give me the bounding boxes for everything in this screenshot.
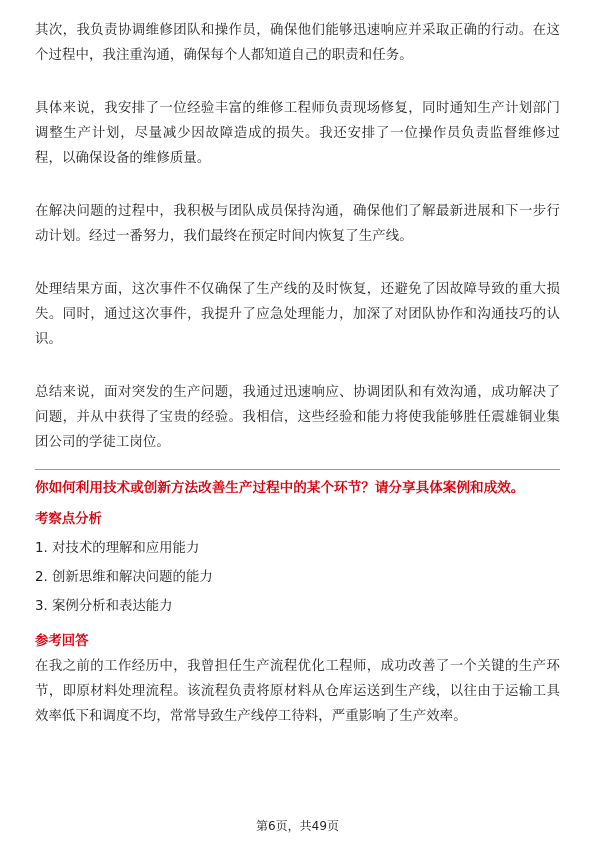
section-divider bbox=[35, 469, 560, 470]
paragraph-summary: 总结来说，面对突发的生产问题，我通过迅速响应、协调团队和有效沟通，成功解决了问题，并从中获得了宝贵的经验。我相信，这些经验和能力将使我能够胜任震雄铜业集团公司的学徒工岗位。 bbox=[35, 385, 560, 450]
analysis-item: 1. 对技术的理解和应用能力 bbox=[35, 541, 200, 556]
answer-text: 在我之前的工作经历中，我曾担任生产流程优化工程师，成功改善了一个关键的生产环节，即原材料处理流程。该流程负责将原材料从仓库运送到生产线，以往由于运输工具效率低下和调度不均，常常导致生产线停工待料，严重影响了生产效率。 bbox=[35, 659, 560, 724]
analysis-item: 3. 案例分析和表达能力 bbox=[35, 599, 173, 614]
answer-heading: 参考回答 bbox=[35, 634, 89, 649]
paragraph-coordination: 其次，我负责协调维修团队和操作员，确保他们能够迅速响应并采取正确的行动。在这个过程中，我注重沟通，确保每个人都知道自己的职责和任务。 bbox=[35, 23, 560, 63]
interview-question: 你如何利用技术或创新方法改善生产过程中的某个环节？请分享具体案例和成效。 bbox=[35, 480, 525, 496]
paragraph-result: 处理结果方面，这次事件不仅确保了生产线的及时恢复，还避免了因故障导致的重大损失。同时，通过这次事件，我提升了应急处理能力，加深了对团队协作和沟通技巧的认识。 bbox=[35, 282, 560, 347]
analysis-heading: 考察点分析 bbox=[35, 512, 102, 527]
page-footer: 第6页，共49页 bbox=[256, 819, 339, 833]
paragraph-arrangement: 具体来说，我安排了一位经验丰富的维修工程师负责现场修复，同时通知生产计划部门调整生产计划，尽量减少因故障造成的损失。我还安排了一位操作员负责监督维修过程，以确保设备的维修质量。 bbox=[35, 101, 560, 166]
analysis-item: 2. 创新思维和解决问题的能力 bbox=[35, 570, 213, 585]
document-page bbox=[35, 18, 560, 729]
paragraph-communication: 在解决问题的过程中，我积极与团队成员保持沟通，确保他们了解最新进展和下一步行动计划。经过一番努力，我们最终在预定时间内恢复了生产线。 bbox=[35, 204, 560, 244]
